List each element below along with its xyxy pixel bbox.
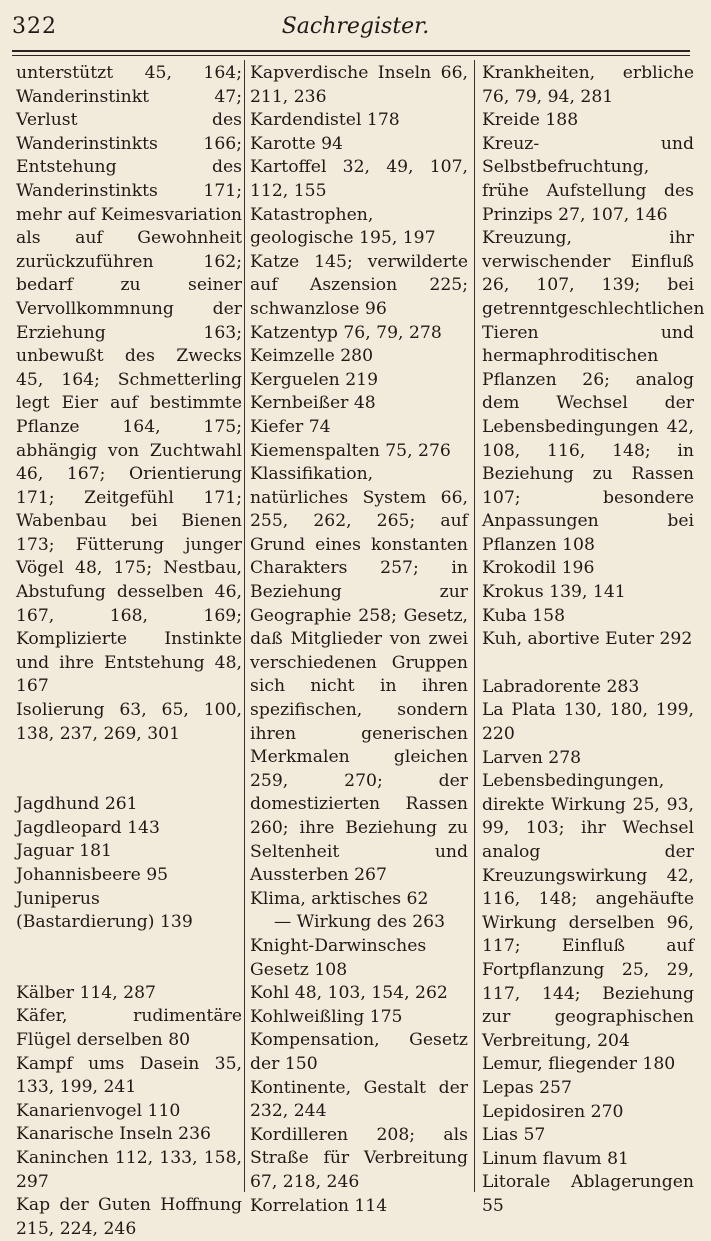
index-entry: — Wirkung des 263 bbox=[274, 912, 446, 933]
index-entry: Johannisbeere 95 bbox=[16, 865, 169, 885]
index-entry: Krokodil 196 bbox=[482, 558, 595, 579]
index-entry: Kanarische Inseln 236 bbox=[16, 1124, 211, 1145]
index-entry: La Plata 130, 180, 199, 220 bbox=[482, 700, 694, 745]
index-entry: Jaguar 181 bbox=[16, 841, 112, 862]
index-entry: Krokus 139, 141 bbox=[482, 582, 626, 603]
section-gap bbox=[16, 746, 242, 793]
index-entry: Korrelation 114 bbox=[250, 1195, 388, 1216]
index-entry: Kiemenspalten 75, 276 bbox=[250, 440, 451, 461]
header-rule-thin bbox=[12, 55, 690, 56]
index-entry: Kaninchen 112, 133, 158, 297 bbox=[16, 1147, 242, 1192]
index-entry: Kompensation, Gesetz der 150 bbox=[250, 1030, 468, 1074]
index-entry: Kreuzung, ihr verwischender Einfluß 26, 107, 139; bei getrenntgeschlechtlichen Tieren und hermaphroditischen Pflanzen 26; analog dem Wechsel der Lebensbedingungen 42, 108, 116, 148; in Beziehung zu Rassen 107; besondere Anpassungen bei Pflanzen 108 bbox=[482, 228, 705, 555]
index-entry: Knight-Darwinsches Gesetz 108 bbox=[250, 935, 427, 980]
page-number: 322 bbox=[12, 14, 57, 39]
index-entry: Kerguelen 219 bbox=[250, 369, 379, 390]
index-entry: Karotte 94 bbox=[250, 133, 343, 154]
index-entry: Lepidosiren 270 bbox=[482, 1101, 624, 1122]
index-entry: Kreuz- und Selbstbefruchtung, frühe Aufstellung des Prinzips 27, 107, 146 bbox=[482, 133, 694, 225]
index-entry: Kohlweißling 175 bbox=[250, 1006, 403, 1027]
index-column-1 bbox=[16, 62, 242, 1239]
running-title: Sachregister. bbox=[281, 14, 430, 39]
index-column-3 bbox=[482, 62, 705, 1216]
index-entry: Lebensbedingungen, direkte Wirkung 25, 93, 99, 103; ihr Wechsel analog der Kreuzungswirkung 42, 116, 148; angehäufte Wirkung derselben 96, 117; Einfluß auf Fortpflanzung 25, 29, 117, 144; Beziehung zur geographischen Verbreitung, 204 bbox=[482, 771, 694, 1051]
index-entry: Kernbeißer 48 bbox=[250, 393, 376, 414]
index-entry: Labradorente 283 bbox=[482, 676, 640, 697]
index-entry: Kordilleren 208; als Straße für Verbreitung 67, 218, 246 bbox=[250, 1124, 468, 1192]
index-entry: Linum flavum 81 bbox=[482, 1148, 629, 1169]
index-entry: Lemur, fliegender 180 bbox=[482, 1054, 676, 1075]
index-entry: Kuh, abortive Euter 292 bbox=[482, 629, 693, 650]
page-header bbox=[0, 0, 711, 50]
index-entry: Kampf ums Dasein 35, 133, 199, 241 bbox=[16, 1053, 242, 1098]
index-entry: Kardendistel 178 bbox=[250, 110, 400, 131]
index-entry: Kontinente, Gestalt der 232, 244 bbox=[250, 1077, 468, 1122]
index-entry: Kohl 48, 103, 154, 262 bbox=[250, 983, 448, 1004]
index-entry: Katastrophen, geologische 195, 197 bbox=[250, 204, 436, 249]
index-entry: Isolierung 63, 65, 100, 138, 237, 269, 301 bbox=[16, 700, 242, 744]
index-entry: Jagdleopard 143 bbox=[16, 817, 160, 838]
index-entry: Larven 278 bbox=[482, 747, 582, 768]
index-entry: Juniperus (Bastardierung) 139 bbox=[16, 888, 193, 933]
index-entry: Kiefer 74 bbox=[250, 416, 331, 437]
index-column-2 bbox=[250, 62, 468, 1216]
index-entry: Kapverdische Inseln 66, 211, 236 bbox=[250, 63, 468, 107]
index-entry: Lias 57 bbox=[482, 1125, 546, 1146]
column-divider-1 bbox=[244, 60, 245, 1192]
index-entry: Kap der Guten Hoffnung 215, 224, 246 bbox=[16, 1195, 242, 1239]
index-entry: Klima, arktisches 62 bbox=[250, 888, 429, 909]
index-entry: Keimzelle 280 bbox=[250, 346, 374, 367]
section-gap bbox=[482, 652, 694, 676]
index-entry: Litorale Ablagerungen 55 bbox=[482, 1172, 694, 1216]
index-entry: Jagdhund 261 bbox=[16, 794, 138, 815]
index-entry: Kartoffel 32, 49, 107, 112, 155 bbox=[250, 157, 468, 201]
index-entry: Kuba 158 bbox=[482, 605, 566, 626]
index-entry: Kreide 188 bbox=[482, 110, 579, 131]
index-entry: unterstützt 45, 164; Wanderinstinkt 47; Verlust des Wanderinstinkts 166; Entstehung des Wanderinstinkts 171; mehr auf Keimesvariation als auf Gewohnheit zurückzuführen 162; bedarf zu seiner Vervollkommnung der Erziehung 163; unbewußt des Zwecks 45, 164; Schmetterling legt Eier auf bestimmte Pflanze 164, 175; abhängig von Zuchtwahl 46, 167; Orientierung 171; Zeitgefühl 171; Wabenbau bei Bienen 173; Fütterung junger Vögel 48, 175; Nestbau, Abstufung desselben 46, 167, 168, 169; Komplizierte Instinkte und ihre Entstehung 48, 167 bbox=[16, 63, 242, 697]
column-divider-2 bbox=[474, 60, 475, 1192]
index-entry: Kanarienvogel 110 bbox=[16, 1100, 181, 1121]
index-entry: Käfer, rudimentäre Flügel derselben 80 bbox=[16, 1006, 242, 1050]
index-entry: Kälber 114, 287 bbox=[16, 982, 156, 1003]
index-entry: Lepas 257 bbox=[482, 1077, 572, 1098]
header-rule-thick bbox=[12, 50, 690, 52]
index-entry: Klassifikation, natürliches System 66, 255, 262, 265; auf Grund eines konstanten Charakters 257; in Beziehung zur Geographie 258; Gesetz, daß Mitglieder von zwei verschiedenen Gruppen sich nicht in ihren spezifischen, sondern ihren generischen Merkmalen gleichen 259, 270; der domestizierten Rassen 260; ihre Beziehung zu Seltenheit und Aussterben 267 bbox=[250, 464, 468, 886]
index-entry: Krankheiten, erbliche 76, 79, 94, 281 bbox=[482, 63, 694, 107]
index-entry: Katzentyp 76, 79, 278 bbox=[250, 322, 442, 343]
index-entry: Katze 145; verwilderte auf Aszension 225; schwanzlose 96 bbox=[250, 251, 468, 319]
section-gap bbox=[16, 935, 242, 982]
